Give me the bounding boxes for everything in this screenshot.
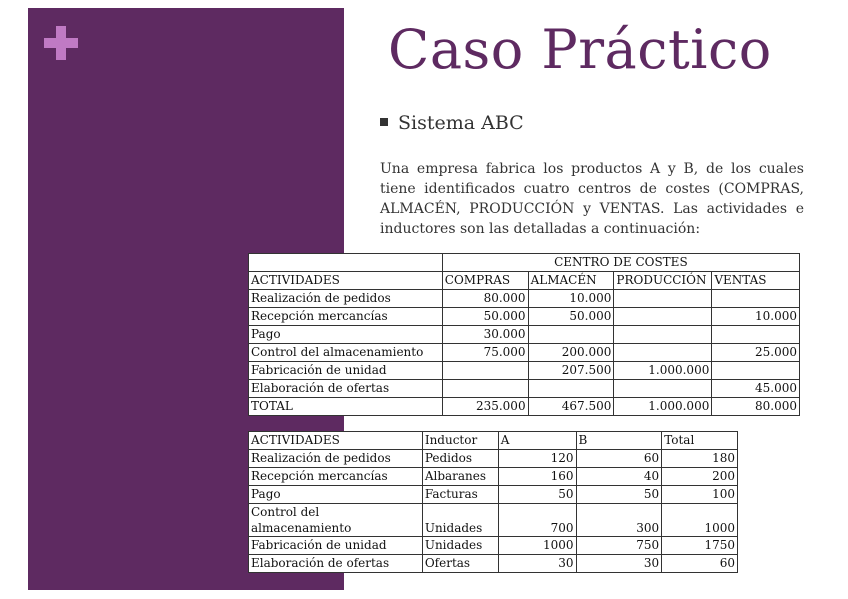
plus-icon <box>44 26 78 60</box>
table-row <box>249 486 738 504</box>
activity-cell: Elaboración de ofertas <box>249 555 423 573</box>
table-row <box>249 555 738 573</box>
value-cell <box>614 326 712 344</box>
activity-cell: Recepción mercancías <box>249 468 423 486</box>
table-row <box>249 468 738 486</box>
value-cell <box>442 380 528 398</box>
activity-cell: Control del almacenamiento <box>249 344 443 362</box>
table-row <box>249 362 800 380</box>
value-cell <box>712 290 800 308</box>
value-cell: 300 <box>576 504 662 537</box>
table-row <box>249 290 800 308</box>
value-cell: 10.000 <box>528 290 614 308</box>
inductor-cell: Pedidos <box>422 450 498 468</box>
inductor-cell: Unidades <box>422 537 498 555</box>
value-cell <box>614 290 712 308</box>
total-row <box>249 398 800 416</box>
table-row <box>249 450 738 468</box>
value-cell: 50.000 <box>528 308 614 326</box>
value-cell <box>712 326 800 344</box>
value-cell: 40 <box>576 468 662 486</box>
column-header: Inductor <box>422 432 498 450</box>
activity-cell: Realización de pedidos <box>249 450 423 468</box>
table-row <box>249 308 800 326</box>
activity-cell: Control del almacenamiento <box>249 504 423 537</box>
value-cell: 467.500 <box>528 398 614 416</box>
inductor-cell: Facturas <box>422 486 498 504</box>
value-cell: 60 <box>662 555 738 573</box>
column-header: COMPRAS <box>442 272 528 290</box>
column-header: PRODUCCIÓN <box>614 272 712 290</box>
table-row <box>249 537 738 555</box>
inductor-cell: Unidades <box>422 504 498 537</box>
square-bullet-icon <box>380 118 388 126</box>
value-cell: 80.000 <box>442 290 528 308</box>
value-cell: 30 <box>498 555 576 573</box>
column-header: ALMACÉN <box>528 272 614 290</box>
column-header: B <box>576 432 662 450</box>
table-header-row <box>249 272 800 290</box>
table-row <box>249 344 800 362</box>
cost-centers-table <box>248 253 800 416</box>
value-cell: 50.000 <box>442 308 528 326</box>
group-header: CENTRO DE COSTES <box>442 254 799 272</box>
value-cell: 750 <box>576 537 662 555</box>
value-cell: 30.000 <box>442 326 528 344</box>
inductor-cell: Ofertas <box>422 555 498 573</box>
activity-cell: Realización de pedidos <box>249 290 443 308</box>
activity-cell: Fabricación de unidad <box>249 362 443 380</box>
value-cell: 120 <box>498 450 576 468</box>
value-cell: 45.000 <box>712 380 800 398</box>
value-cell: 1.000.000 <box>614 362 712 380</box>
value-cell <box>528 326 614 344</box>
table-header-row <box>249 432 738 450</box>
value-cell: 200 <box>662 468 738 486</box>
value-cell: 30 <box>576 555 662 573</box>
column-header: A <box>498 432 576 450</box>
value-cell: 80.000 <box>712 398 800 416</box>
activity-cell: Fabricación de unidad <box>249 537 423 555</box>
table-row <box>249 326 800 344</box>
value-cell: 1000 <box>662 504 738 537</box>
activity-cell: TOTAL <box>249 398 443 416</box>
bullet-item <box>380 112 524 134</box>
value-cell <box>614 344 712 362</box>
activity-cell: Pago <box>249 326 443 344</box>
value-cell: 160 <box>498 468 576 486</box>
value-cell <box>528 380 614 398</box>
value-cell: 25.000 <box>712 344 800 362</box>
value-cell <box>712 362 800 380</box>
value-cell <box>614 380 712 398</box>
description-paragraph: Una empresa fabrica los productos A y B, de los cuales tiene identificados cuatro centros de costes (COMPRAS, ALMACÉN, PRODUCCIÓN y VENTAS. Las actividades e inductores son las detalladas a continuación: <box>380 161 804 237</box>
inductors-table <box>248 431 738 573</box>
value-cell: 235.000 <box>442 398 528 416</box>
value-cell: 10.000 <box>712 308 800 326</box>
value-cell: 100 <box>662 486 738 504</box>
slide-title: Caso Práctico <box>388 18 772 81</box>
value-cell: 1000 <box>498 537 576 555</box>
value-cell: 1.000.000 <box>614 398 712 416</box>
activity-cell: Recepción mercancías <box>249 308 443 326</box>
value-cell: 180 <box>662 450 738 468</box>
column-header: ACTIVIDADES <box>249 432 423 450</box>
value-cell: 50 <box>498 486 576 504</box>
value-cell: 60 <box>576 450 662 468</box>
column-header: VENTAS <box>712 272 800 290</box>
value-cell <box>614 308 712 326</box>
table-row <box>249 504 738 537</box>
value-cell: 75.000 <box>442 344 528 362</box>
value-cell: 700 <box>498 504 576 537</box>
activity-cell: Elaboración de ofertas <box>249 380 443 398</box>
value-cell: 200.000 <box>528 344 614 362</box>
table-row <box>249 380 800 398</box>
column-header: Total <box>662 432 738 450</box>
inductor-cell: Albaranes <box>422 468 498 486</box>
column-header: ACTIVIDADES <box>249 272 443 290</box>
value-cell <box>442 362 528 380</box>
value-cell: 207.500 <box>528 362 614 380</box>
bullet-text: Sistema ABC <box>398 112 524 134</box>
value-cell: 50 <box>576 486 662 504</box>
table-row <box>249 254 800 272</box>
table-cell <box>249 254 443 272</box>
activity-cell: Pago <box>249 486 423 504</box>
value-cell: 1750 <box>662 537 738 555</box>
